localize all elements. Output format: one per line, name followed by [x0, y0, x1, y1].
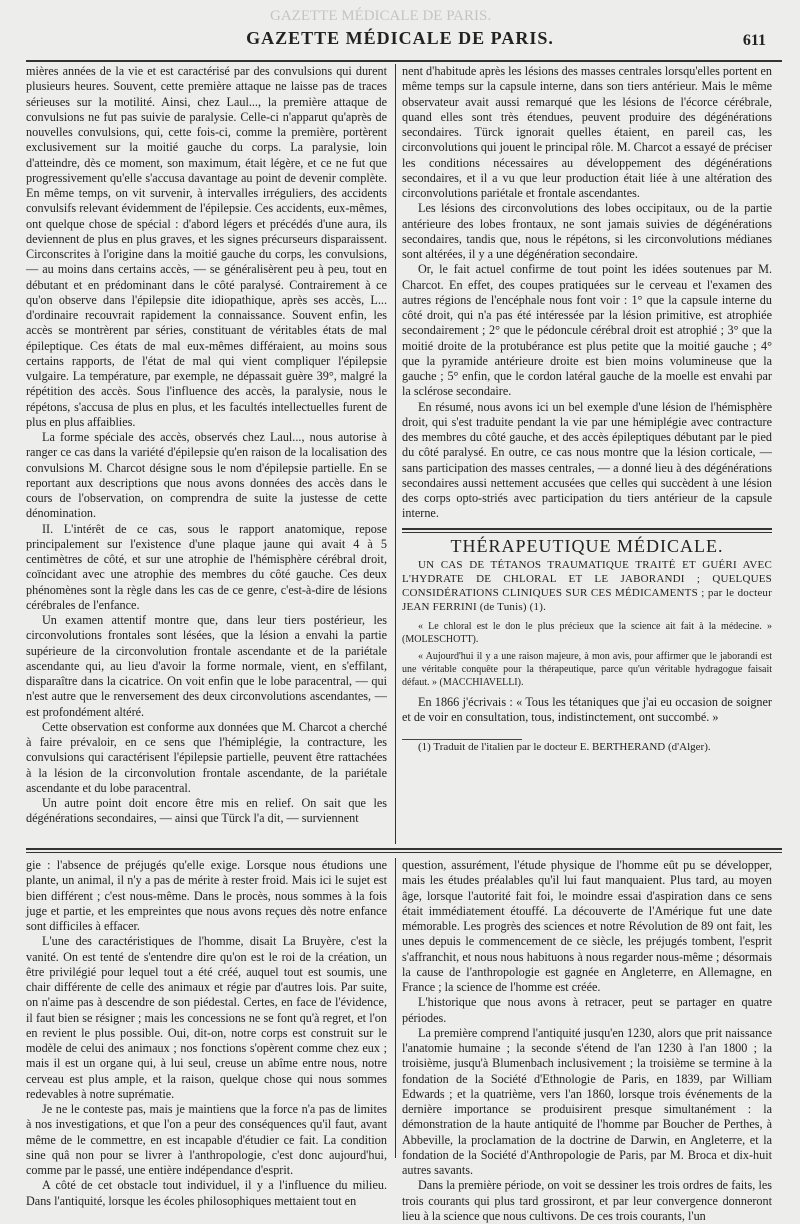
paragraph: gie : l'absence de préjugés qu'elle exige. Lorsque nous étudions une plante, un animal, il n'y a pas de mérite à rester froid. Mais ici le sujet est bien différent ; c'est nous-même. Dans le procès, nous sommes à la fois juge et partie, et les empreintes que nous avons reçues dès notre enfance sont difficiles à effacer.	[26, 858, 387, 933]
header-rule	[26, 60, 782, 62]
paragraph: Cette observation est conforme aux données que M. Charcot a cherché à faire prévaloir, en ce sens que l'hémiplégie, la contracture, les convulsions qui caractérisent l'épilepsie partielle, peuvent être rattachées à la lésion de la circonvolution frontale ascendante, de la pariétale ascendante et du lobe paracentral.	[26, 719, 387, 795]
epigraph: « Aujourd'hui il y a une raison majeure, à mon avis, pour affirmer que le jaborandi est une véritable conquête pour la thérapeutique, parce qu'un véritable hydragogue faisait défaut. » (MACCHIAVELLI).	[402, 650, 772, 688]
bottom-right-column	[402, 858, 772, 1223]
paragraph: La première comprend l'antiquité jusqu'en 1230, alors que prit naissance l'anatomie humaine ; la seconde s'étend de l'an 1230 à l'an 1800 ; la troisième, jusqu'à Blumenbach inclusivement ; la troisième se termine à la fondation de la Société d'Ethnologie de Paris, en 1839, par William Edwards ; et la quatrième, vers l'an 1860, lorsque trois événements de la dernière importance se produisirent presque simultanément : la démonstration de la haute antiquité de l'homme par Boucher de Perthes, à Abbeville, la proclamation de la doctrine de Darwin, en Angleterre, et la fondation de la Société d'Anthropologie de Paris, par M. Broca et dix-huit autres savants.	[402, 1025, 772, 1177]
bottom-left-column	[26, 858, 387, 1208]
paragraph: Un autre point doit encore être mis en relief. On sait que les dégénérations secondaires, — ainsi que Türck l'a dit, — surviennent	[26, 796, 387, 826]
top-column-divider	[395, 64, 396, 844]
section-title: THÉRAPEUTIQUE MÉDICALE.	[450, 535, 724, 556]
epigraph: « Le chloral est le don le plus précieux que la science ait fait à la médecine. » (MOLESCHOTT).	[402, 620, 772, 645]
top-left-column	[26, 64, 387, 844]
section-rule-thin	[402, 532, 772, 533]
bottom-column-divider	[395, 858, 396, 1158]
section-divider-second	[26, 852, 782, 853]
paragraph: A côté de cet obstacle tout individuel, il y a l'influence du milieu. Dans l'antiquité, lorsque les écoles philosophiques mettaient tout en	[26, 1178, 387, 1208]
footnote: (1) Traduit de l'italien par le docteur E. BERTHERAND (d'Alger).	[418, 741, 711, 754]
paragraph: L'historique que nous avons à retracer, peut se partager en quatre périodes.	[402, 995, 772, 1025]
page-number: 611	[742, 32, 766, 49]
paragraph: Les lésions des circonvolutions des lobes occipitaux, ou de la partie antérieure des lobes frontaux, ne sont jamais suivies de dégénérations secondaires, tandis que, nous le répétons, si les circonvolutions médianes sont altérées, il y a une dégénération secondaire.	[402, 201, 772, 261]
page-header	[0, 22, 800, 62]
journal-title: GAZETTE MÉDICALE DE PARIS.	[246, 28, 554, 48]
paragraph: En 1866 j'écrivais : « Tous les tétaniques que j'ai eu occasion de soigner et de voir en consultation, tous, indistinctement, ont succombé. »	[402, 694, 772, 724]
paragraph: question, assurément, l'étude physique de l'homme eût pu se développer, mais les études préalables qu'il lui faut manquaient. Plus tard, au moyen âge, lorsque l'autorité fait foi, le moindre essai d'aspiration dans ce sens était immédiatement étouffé. La découverte de l'Amérique fut une date mémorable. Les progrès des sciences et notre Révolution de 89 ont fait, les unes depuis le commencement de ce siècle, les préjugés tombent, l'esprit s'affranchit, et nous nous habituons à nous regarder nous-même ; désormais la cause de l'anthropologie est gagnée en Angleterre, en Allemagne, en France ; la science de l'homme est créée.	[402, 858, 772, 994]
paragraph: Dans la première période, on voit se dessiner les trois ordres de faits, les trois courants qui plus tard grossiront, et par leur convergence donneront lieu à la science que nous cultivons. De ces trois courants, l'un	[402, 1178, 772, 1223]
paragraph: nent d'habitude après les lésions des masses centrales lorsqu'elles portent en même temps sur la capsule interne, dans son tiers antérieur. Mais le même observateur avait aussi remarqué que les lésions de l'écorce cérébrale, quand elles sont très étendues, peuvent produire des dégénérations secondaires. Türck ignorait quelles étaient, en pareil cas, les circonvolutions qui jouent le principal rôle. M. Charcot a essayé de préciser les conditions nécessaires au développement des dégénérations secondaires, et il a vu que leur production était liée à une altération des circonvolutions pariétale et frontale ascendantes.	[402, 64, 772, 200]
section-divider	[26, 848, 782, 850]
paragraph: mières années de la vie et est caractérisé par des convulsions qui durent plusieurs heures. Souvent, cette première attaque ne laisse pas de traces sérieuses sur la motilité. Ainsi, chez Laul..., la première attaque de convulsions ne fut pas suivie de paralysie. Celle-ci n'apparut qu'après de nouvelles convulsions, qui, cette fois-ci, comme la première, portèrent exclusivement sur la moitié gauche du corps. La paralysie, loin d'atteindre, dès ce moment, son maximum, était légère, et ce ne fut que progressivement qu'elle s'accusa davantage au point de devenir complète. En même temps, on vit survenir, à intervalles irréguliers, des accidents convulsifs relevant évidemment de l'épilepsie. Ces accidents, eux-mêmes, ont quelque chose de spécial : d'abord légers et précédés d'une aura, ils deviennent de plus en plus graves, et les signes précurseurs disparaissent. Circonscrites à l'origine dans la moitié gauche du corps, les convulsions, — au moins dans certains accès, — se généralisèrent peu à peu, tout en débutant et en prédominant dans le côté paralysé. Contrairement à ce qu'on observe dans l'épilepsie dite idiopathique, après ses accès, L... d'ordinaire recouvrait rapidement la connaissance. Souvent enfin, les accès se montrèrent par séries, constituant de véritables états de mal épileptique. Ces états de mal eux-mêmes différaient, au moins sous certains rapports, de l'état de mal qui vient compliquer l'épilepsie vulgaire. La température, par exemple, ne dépassait guère 39°, malgré la répétition des accès. Sous l'influence des accès, la paralysie, nous le répétons, s'accusa de plus en plus, et les facultés intellectuelles furent de plus en plus affaiblies.	[26, 64, 387, 429]
paragraph: Je ne le conteste pas, mais je maintiens que la force n'a pas de limites à nos investigations, et que l'on a peur des conséquences qu'il faut, avant même de le commettre, en est incapable d'étudier ce fait. La condition sine quâ non pour se livrer à l'anthropologie, c'est donc aujourd'hui, comme par le passé, une entière indépendance d'esprit.	[26, 1102, 387, 1177]
paragraph: En résumé, nous avons ici un bel exemple d'une lésion de l'hémisphère droit, qui s'est traduite pendant la vie par une hémiplégie avec contracture des membres du côté gauche, et des accès épileptiques débutant par le pied du côté paralysé. En outre, ce cas nous montre que la lésion corticale, — sans participation des masses centrales, — a donné lieu à des dégénérations secondaires aussi nettement accusées que celles qui succèdent à une lésion des corps opto-striés avec participation du tiers antérieur de la capsule interne.	[402, 399, 772, 521]
article-heading: UN CAS DE TÉTANOS TRAUMATIQUE TRAITÉ ET GUÉRI AVEC L'HYDRATE DE CHLORAL ET LE JABORANDI ; QUELQUES CONSIDÉRATIONS CLINIQUES SUR CES MÉDICAMENTS ; par le docteur JEAN FERRINI (de Tunis) (1).	[402, 558, 772, 613]
paragraph: Or, le fait actuel confirme de tout point les idées soutenues par M. Charcot. En effet, des coupes pratiquées sur le cerveau et l'examen des autres régions de l'encéphale nous font voir : 1° que la capsule interne du côté droit, qui n'a pas été intéressée par la lésion primitive, est atrophiée secondairement ; 2° que le pédoncule cérébral droit est atrophié ; 3° que la moitié droite de la protubérance est plus petite que la moitié gauche ; 4° que la pyramide antérieure droite est bien moins volumineuse que la gauche ; 5° enfin, que le cordon latéral gauche de la moelle est envahi par la sclérose secondaire.	[402, 262, 772, 399]
paragraph: L'une des caractéristiques de l'homme, disait La Bruyère, c'est la vanité. On est tenté de s'entendre dire qu'on est le roi de la création, un être privilégié pour lequel tout a été créé, auquel tout est soumis, une chair différente de celle des animaux et régie par d'autres lois. Par suite, on n'aime pas à descendre de son piédestal. Certes, en face de l'évidence, il faut bien se résigner ; mais les concessions ne se font qu'à regret, et l'on en revient le plus possible. Oui, dit-on, notre corps est construit sur le modèle de celui des animaux ; nos fonctions s'opèrent comme chez eux ; mais il est un organe qui, à lui seul, creuse un abîme entre nous, notre cerveau est plus ample, et la raison, quelque chose qui nous sommes redevables à notre suprématie.	[26, 934, 387, 1101]
paragraph: Un examen attentif montre que, dans leur tiers postérieur, les circonvolutions frontales sont lésées, que la lésion a envahi la partie supérieure de la circonvolution frontale ascendante et de la pariétale ascendante qui, au lieu d'avoir la forme normale, vient, en s'effilant, disparaître dans la cicatrice. On voit enfin que le lobe paracentral, — qui n'est autre que le renversement des deux circonvolutions ascendantes, — est profondément altéré.	[26, 613, 387, 719]
section-rule	[402, 528, 772, 530]
paragraph: La forme spéciale des accès, observés chez Laul..., nous autorise à ranger ce cas dans la variété d'épilepsie qu'en raison de la localisation des convulsions M. Charcot désigne sous le nom d'épilepsie partielle. En se reportant aux descriptions que nous avons données des accès dans le cours de l'observation, on comprendra de suite la justesse de cette dénomination.	[26, 430, 387, 521]
paragraph: II. L'intérêt de ce cas, sous le rapport anatomique, repose principalement sur l'existence d'une plaque jaune qui avait 4 à 5 centimètres de côté, et sur une atrophie de l'hémisphère cérébral droit, coïncidant avec une atrophie des membres du côté gauche. Ces deux phénomènes sont la règle dans les cas de ce genre, c'est-à-dire de lésions cérébrales de l'enfance.	[26, 521, 387, 612]
bleed-through-title: GAZETTE MÉDICALE DE PARIS.	[270, 8, 492, 24]
top-right-column	[402, 64, 772, 844]
